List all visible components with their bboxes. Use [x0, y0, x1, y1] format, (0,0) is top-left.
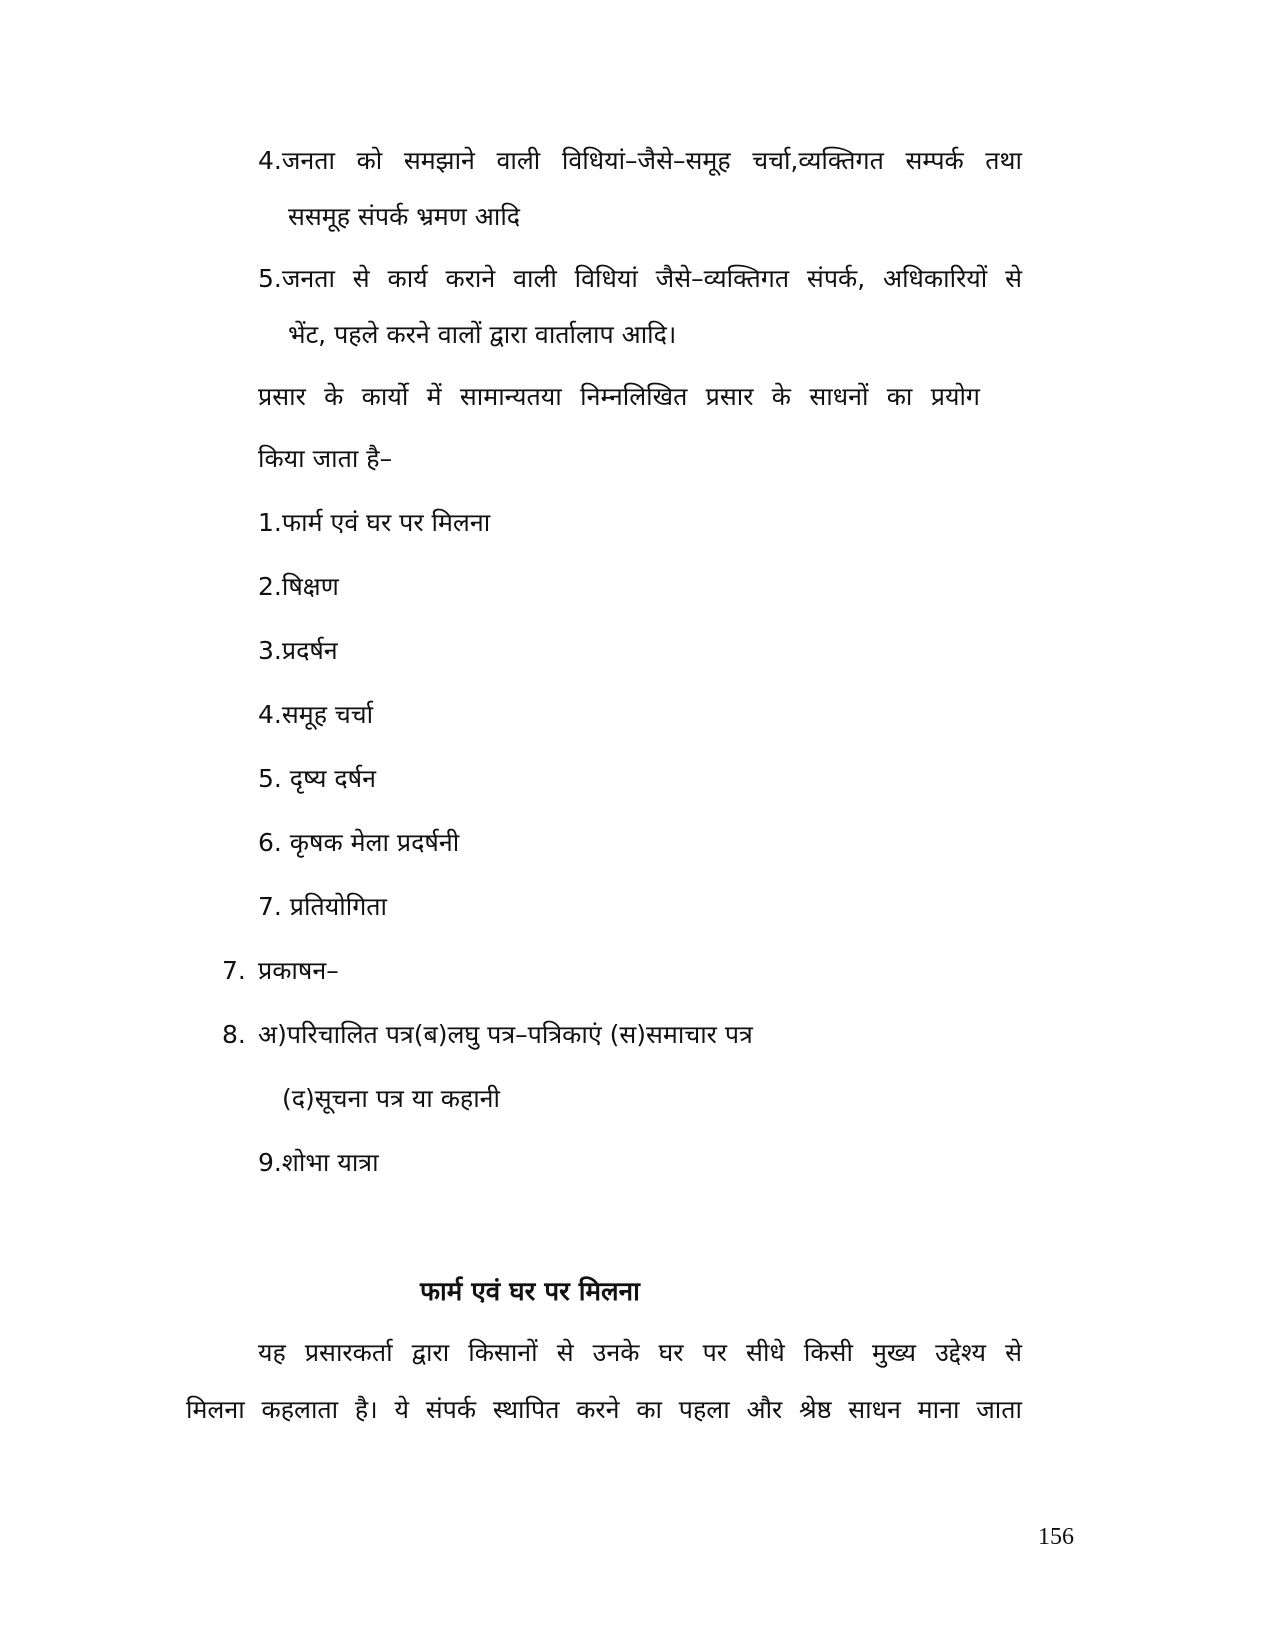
list-item: 5. दृष्य दर्षन [258, 764, 376, 793]
list-item-number: 7. [222, 956, 246, 985]
text-line: ससमूह संपर्क भ्रमण आदि [288, 202, 521, 231]
text-line: 4.जनता को समझाने वाली विधियां–जैसे–समूह चर्चा,व्यक्तिगत सम्पर्क तथा [258, 146, 1022, 175]
list-item: 6. कृषक मेला प्रदर्षनी [258, 828, 460, 857]
list-item-number: 8. [222, 1020, 246, 1049]
section-heading: फार्म एवं घर पर मिलना [420, 1277, 640, 1307]
list-item: 7. प्रतियोगिता [258, 892, 387, 921]
paragraph-line: मिलना कहलाता है। ये संपर्क स्थापित करने का पहला और श्रेष्ठ साधन माना जाता [186, 1395, 1022, 1424]
paragraph-line: यह प्रसारकर्ता द्वारा किसानों से उनके घर पर सीधे किसी मुख्य उद्देश्य से [258, 1338, 1022, 1367]
list-item: प्रकाषन– [258, 956, 339, 985]
list-item: 3.प्रदर्षन [258, 636, 338, 665]
text-line: 5.जनता से कार्य कराने वाली विधियां जैसे–व्यक्तिगत संपर्क, अधिकारियों से [258, 264, 1022, 293]
list-item: 1.फार्म एवं घर पर मिलना [258, 508, 491, 537]
text-line: प्रसार के कार्यो में सामान्यतया निम्नलिखित प्रसार के साधनों का प्रयोग [258, 382, 980, 411]
list-item: 2.षिक्षण [258, 572, 339, 601]
text-line: किया जाता है– [258, 444, 393, 473]
page-number: 156 [1038, 1524, 1074, 1550]
list-item: 9.शोभा यात्रा [258, 1148, 379, 1177]
text-line: भेंट, पहले करने वालों द्वारा वार्तालाप आदि। [288, 320, 677, 349]
list-item: (द)सूचना पत्र या कहानी [282, 1084, 501, 1113]
list-item: 4.समूह चर्चा [258, 700, 374, 729]
list-item: अ)परिचालित पत्र(ब)लघु पत्र–पत्रिकाएं (स)समाचार पत्र [258, 1020, 753, 1049]
